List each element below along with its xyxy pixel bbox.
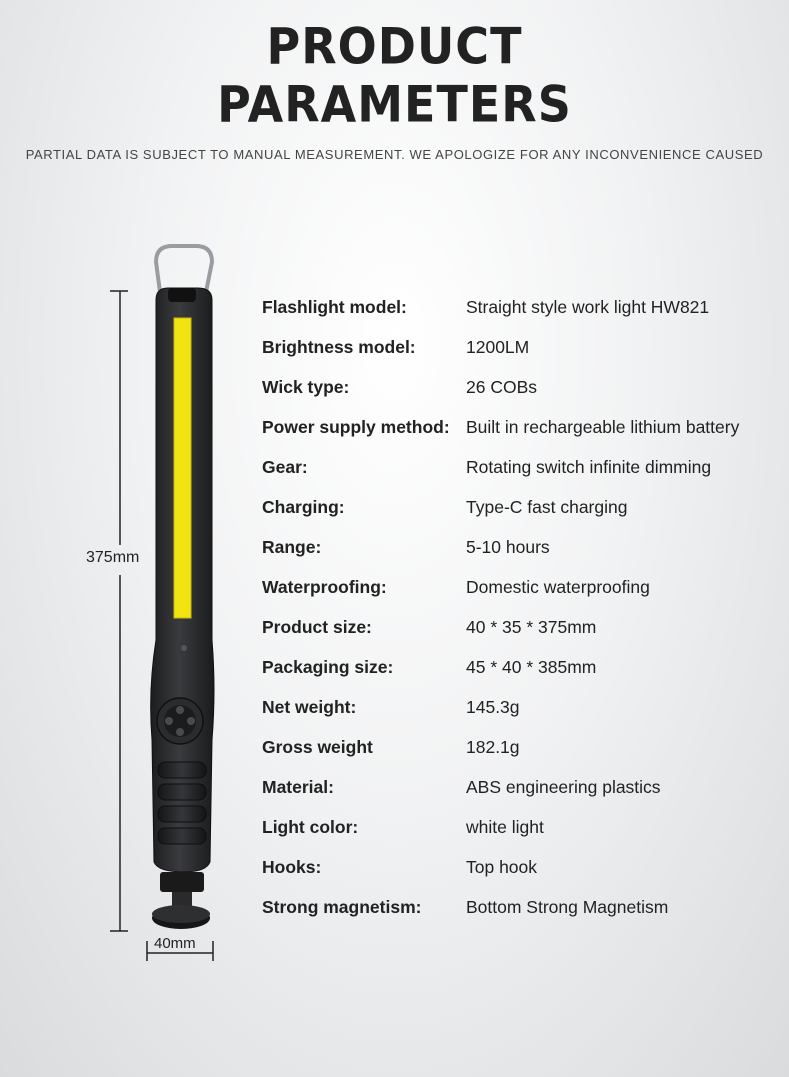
page-title-line1: PRODUCT: [266, 16, 523, 76]
spec-label: Gross weight: [262, 737, 373, 757]
spec-value: 1200LM: [466, 337, 530, 357]
spec-label: Gear:: [262, 457, 308, 477]
spec-value: 182.1g: [466, 737, 520, 757]
page-subtitle: PARTIAL DATA IS SUBJECT TO MANUAL MEASUREMENT. WE APOLOGIZE FOR ANY INCONVENIENCE CAUSED: [25, 147, 764, 162]
spec-value: white light: [466, 817, 544, 837]
spec-value: 40 * 35 * 375mm: [466, 617, 597, 637]
spec-label: Light color:: [262, 817, 359, 837]
spec-label: Power supply method:: [262, 417, 450, 437]
spec-value: Built in rechargeable lithium battery: [466, 417, 740, 437]
spec-value: 26 COBs: [466, 377, 537, 397]
magnetic-base-icon: [152, 872, 210, 929]
spec-label: Waterproofing:: [262, 577, 387, 597]
spec-label: Material:: [262, 777, 334, 797]
cob-light-panel: [174, 318, 191, 618]
spec-value: Straight style work light HW821: [466, 297, 710, 317]
spec-value: Rotating switch infinite dimming: [466, 457, 712, 477]
spec-value: 5-10 hours: [466, 537, 550, 557]
spec-label: Flashlight model:: [262, 297, 407, 317]
spec-value: Type-C fast charging: [466, 497, 628, 517]
spec-label: Product size:: [262, 617, 372, 637]
spec-value: 145.3g: [466, 697, 520, 717]
spec-label: Wick type:: [262, 377, 350, 397]
spec-label: Packaging size:: [262, 657, 394, 677]
spec-value: Bottom Strong Magnetism: [466, 897, 669, 917]
spec-label: Range:: [262, 537, 322, 557]
width-dimension-label: 40mm: [154, 935, 196, 952]
spec-label: Hooks:: [262, 857, 322, 877]
spec-value: Top hook: [466, 857, 538, 877]
length-dimension-label: 375mm: [86, 549, 140, 566]
spec-value: Domestic waterproofing: [466, 577, 650, 597]
page-title-line2: PARAMETERS: [217, 74, 572, 134]
spec-value: 45 * 40 * 385mm: [466, 657, 597, 677]
spec-label: Net weight:: [262, 697, 357, 717]
spec-label: Strong magnetism:: [262, 897, 422, 917]
spec-label: Brightness model:: [262, 337, 416, 357]
height-dimension-line: [110, 291, 128, 931]
spec-value: ABS engineering plastics: [466, 777, 661, 797]
spec-label: Charging:: [262, 497, 345, 517]
hook-icon: [156, 246, 212, 292]
rotary-switch-icon: [157, 698, 203, 744]
